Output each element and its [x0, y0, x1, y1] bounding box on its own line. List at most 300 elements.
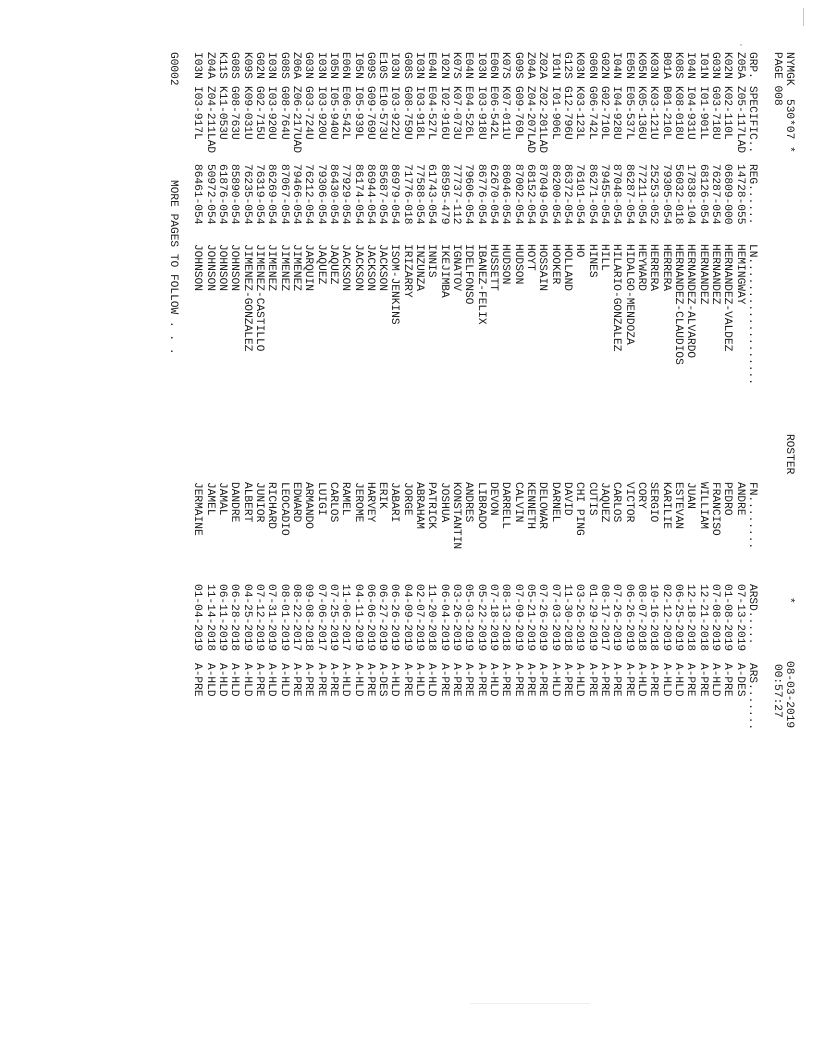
row-grp: K07S: [450, 52, 463, 79]
row-ars: A-HLD: [573, 663, 586, 697]
row-ars: A-PRE: [536, 663, 549, 697]
row-reg: 86287-054: [622, 164, 635, 225]
row-reg: 79305-054: [659, 164, 672, 225]
row-last-name: HERNANDEZ-VALDEZ: [721, 244, 734, 352]
table-row: [314, 52, 326, 1056]
row-specific: I01-901L: [696, 86, 709, 140]
table-row: [721, 52, 733, 1056]
row-arsd: 07-25-2019: [326, 584, 339, 652]
row-first-name: JAMEL: [203, 482, 216, 516]
row-last-name: JIMENEZ-GONZALEZ: [240, 244, 253, 352]
row-grp: E10S: [376, 52, 389, 79]
row-first-name: CARLOS: [610, 482, 623, 523]
row-arsd: 07-31-2019: [265, 584, 278, 652]
row-grp: G12S: [561, 52, 574, 79]
row-last-name: HERNANDEZ-CLAUDIOS: [672, 244, 685, 365]
row-reg: 77929-054: [339, 164, 352, 225]
row-ars: A-PRE: [585, 663, 598, 697]
row-grp: Z05A: [733, 52, 746, 79]
row-first-name: LUIGI: [314, 482, 327, 516]
row-ars: A-HLD: [413, 663, 426, 697]
row-arsd: 03-26-2019: [573, 584, 586, 652]
row-ars: A-PRE: [462, 663, 475, 697]
row-arsd: 05-22-2019: [474, 584, 487, 652]
row-last-name: JOHNSON: [228, 244, 241, 291]
table-row: [413, 52, 425, 1056]
row-arsd: 11-30-2018: [561, 584, 574, 652]
row-arsd: 04-25-2019: [240, 584, 253, 652]
row-first-name: ANDRES: [462, 482, 475, 523]
table-row: [351, 52, 363, 1056]
row-last-name: INZUNZA: [413, 244, 426, 291]
row-first-name: ANDRE: [733, 482, 746, 516]
row-last-name: JIMENEZ-CASTILLO: [252, 244, 265, 352]
row-grp: G03N: [302, 52, 315, 79]
row-last-name: JIMENEZ: [265, 244, 278, 291]
row-arsd: 07-18-2019: [487, 584, 500, 652]
row-ars: A-PRE: [499, 663, 512, 697]
table-row: [536, 52, 548, 1056]
row-first-name: JUAN: [684, 482, 697, 509]
row-specific: I04-928U: [610, 86, 623, 140]
roster-rows: [191, 52, 746, 1056]
row-ars: A-PRE: [721, 663, 734, 697]
row-ars: A-PRE: [696, 663, 709, 697]
row-arsd: 12-21-2018: [696, 584, 709, 652]
row-arsd: 01-29-2019: [585, 584, 598, 652]
row-specific: K07-011U: [499, 86, 512, 140]
row-last-name: HERNANDEZ-ALVARDO: [684, 244, 697, 359]
row-ars: A-PRE: [610, 663, 623, 697]
row-last-name: HOYT: [524, 244, 537, 271]
row-first-name: CORY: [635, 482, 648, 509]
row-grp: G09S: [511, 52, 524, 79]
row-grp: E06N: [339, 52, 352, 79]
row-first-name: SERGIO: [647, 482, 660, 523]
row-reg: 86944-054: [363, 164, 376, 225]
row-last-name: HOOKER: [548, 244, 561, 285]
row-ars: A-PRE: [684, 663, 697, 697]
row-specific: I05-939L: [351, 86, 364, 140]
table-row: [622, 52, 634, 1056]
row-last-name: IRIZARRY: [400, 244, 413, 298]
row-reg: 85687-054: [376, 164, 389, 225]
row-arsd: 11-14-2018: [203, 584, 216, 652]
row-grp: I05N: [351, 52, 364, 79]
table-row: [191, 52, 203, 1056]
row-ars: A-PRE: [437, 663, 450, 697]
row-reg: 87049-054: [536, 164, 549, 225]
row-specific: G06-742L: [585, 86, 598, 140]
row-arsd: 07-26-2019: [610, 584, 623, 652]
row-first-name: ABRAHAM: [413, 482, 426, 529]
row-specific: E10-573U: [376, 86, 389, 140]
row-last-name: HILARIO-GONZALEZ: [610, 244, 623, 352]
row-specific: I03-920U: [314, 86, 327, 140]
row-reg: 79606-054: [462, 164, 475, 225]
table-row: [696, 52, 708, 1056]
row-ars: A-PRE: [363, 663, 376, 697]
row-first-name: FRANCISO: [709, 482, 722, 536]
row-specific: K03-121U: [647, 86, 660, 140]
row-grp: I03N: [191, 52, 204, 79]
table-row: [561, 52, 573, 1056]
row-arsd: 08-07-2018: [635, 584, 648, 652]
row-ars: A-PRE: [511, 663, 524, 697]
header-star: *: [783, 597, 795, 604]
row-grp: K09S: [240, 52, 253, 79]
row-specific: G03-724U: [302, 86, 315, 140]
row-arsd: 08-01-2019: [277, 584, 290, 652]
table-row: [524, 52, 536, 1056]
row-last-name: HERRERA: [647, 244, 660, 291]
row-first-name: RAMEL: [339, 482, 352, 516]
row-first-name: ESTEVAN: [672, 482, 685, 529]
row-first-name: ARMANDO: [302, 482, 315, 529]
table-row: [450, 52, 462, 1056]
row-specific: G09-769U: [363, 86, 376, 140]
row-reg: 86461-054: [191, 164, 204, 225]
row-last-name: INNIS: [425, 244, 438, 278]
table-row: [647, 52, 659, 1056]
row-arsd: 01-04-2019: [191, 584, 204, 652]
row-ars: A-HLD: [215, 663, 228, 697]
table-row: [290, 52, 302, 1056]
row-specific: I03-917L: [191, 86, 204, 140]
table-row: [733, 52, 745, 1056]
row-grp: K03N: [573, 52, 586, 79]
row-ars: A-HLD: [339, 663, 352, 697]
row-specific: E04-526L: [462, 86, 475, 140]
row-ars: A-PRE: [326, 663, 339, 697]
row-reg: 56032-018: [672, 164, 685, 225]
row-grp: G09S: [363, 52, 376, 79]
table-row: [228, 52, 240, 1056]
row-ars: A-PRE: [191, 663, 204, 697]
table-row: [401, 52, 413, 1056]
table-row: [339, 52, 351, 1056]
row-first-name: ALBERT: [240, 482, 253, 523]
roster-printout: [55, 52, 795, 1056]
row-arsd: 06-25-2019: [672, 584, 685, 652]
row-last-name: HILL: [598, 244, 611, 271]
row-specific: Z02-201LAD: [536, 86, 549, 154]
row-arsd: 07-08-2019: [709, 584, 722, 652]
row-specific: G02-710L: [598, 86, 611, 140]
row-grp: I03N: [413, 52, 426, 79]
row-ars: A-PRE: [598, 663, 611, 697]
row-grp: E05N: [622, 52, 635, 79]
row-ars: A-PRE: [647, 663, 660, 697]
row-arsd: 11-06-2017: [339, 584, 352, 652]
row-specific: Z04-207LAD: [524, 86, 537, 154]
row-specific: K09-031U: [240, 86, 253, 140]
row-arsd: 07-03-2019: [548, 584, 561, 652]
table-row: [364, 52, 376, 1056]
row-specific: I03-918U: [474, 86, 487, 140]
row-arsd: 03-26-2019: [450, 584, 463, 652]
row-arsd: 07-09-2019: [511, 584, 524, 652]
row-grp: G02N: [252, 52, 265, 79]
row-grp: E04N: [425, 52, 438, 79]
row-ars: A-PRE: [622, 663, 635, 697]
table-row: [388, 52, 400, 1056]
table-row: [684, 52, 696, 1056]
footer-code: G0002: [166, 52, 179, 86]
table-row: [487, 52, 499, 1056]
row-specific: E04-527L: [425, 86, 438, 140]
row-grp: Z04A: [203, 52, 216, 79]
row-grp: I01N: [548, 52, 561, 79]
row-reg: 68126-054: [696, 164, 709, 225]
table-row: [610, 52, 622, 1056]
row-last-name: JACKSON: [376, 244, 389, 291]
row-last-name: HERNANDEZ: [709, 244, 722, 305]
system-id: NYMGK 530*07 *: [783, 52, 795, 153]
row-arsd: 04-09-2019: [400, 584, 413, 652]
row-last-name: JOHNSON: [203, 244, 216, 291]
report-date: 08-03-2019: [783, 661, 795, 729]
row-reg: 62670-054: [487, 164, 500, 225]
row-grp: K05N: [635, 52, 648, 79]
row-arsd: 05-03-2019: [462, 584, 475, 652]
row-arsd: 01-08-2019: [721, 584, 734, 652]
row-specific: I05-940U: [326, 86, 339, 140]
row-grp: E06N: [487, 52, 500, 79]
row-last-name: IBANEZ-FELIX: [474, 244, 487, 325]
table-row: [573, 52, 585, 1056]
table-row: [240, 52, 252, 1056]
row-arsd: 02-07-2019: [413, 584, 426, 652]
row-arsd: 06-11-2019: [215, 584, 228, 652]
row-last-name: JACKSON: [363, 244, 376, 291]
row-specific: G02-715U: [252, 86, 265, 140]
row-reg: 14728-055: [733, 164, 746, 225]
table-row: [462, 52, 474, 1056]
row-reg: 76235-054: [240, 164, 253, 225]
row-first-name: DAVID: [561, 482, 574, 516]
table-row: [585, 52, 597, 1056]
row-reg: 86174-054: [351, 164, 364, 225]
footer-line: [166, 52, 178, 1056]
scan-speck: [740, 44, 742, 46]
row-first-name: PEDRO: [721, 482, 734, 516]
row-grp: I05N: [326, 52, 339, 79]
row-last-name: JARQUIN: [302, 244, 315, 291]
header-line-2: [770, 52, 782, 1056]
row-reg: 86979-054: [388, 164, 401, 225]
row-grp: I03N: [388, 52, 401, 79]
row-first-name: KENNETH: [524, 482, 537, 529]
row-grp: I02N: [437, 52, 450, 79]
table-row: [425, 52, 437, 1056]
row-arsd: 07-12-2019: [252, 584, 265, 652]
row-ars: A-PRE: [524, 663, 537, 697]
row-first-name: CUTIS: [585, 482, 598, 516]
row-specific: E06-542L: [339, 86, 352, 140]
row-specific: E06-542L: [487, 86, 500, 140]
row-reg: 79306-054: [314, 164, 327, 225]
row-first-name: JERMAINE: [191, 482, 204, 536]
row-arsd: 07-13-2019: [733, 584, 746, 652]
row-specific: I03-918L: [413, 86, 426, 140]
row-first-name: DARRELL: [499, 482, 512, 529]
row-grp: K03N: [647, 52, 660, 79]
row-specific: G08-763U: [228, 86, 241, 140]
row-reg: 68152-054: [524, 164, 537, 225]
row-grp: G08S: [228, 52, 241, 79]
row-ars: A-HLD: [351, 663, 364, 697]
row-last-name: JOHNSON: [191, 244, 204, 291]
row-last-name: JACKSON: [351, 244, 364, 291]
row-grp: Z04A: [524, 52, 537, 79]
row-last-name: HEMINGWAY: [733, 244, 746, 305]
row-reg: 86269-054: [265, 164, 278, 225]
row-grp: G06N: [585, 52, 598, 79]
row-ars: A-PRE: [561, 663, 574, 697]
row-last-name: ISOM-JENKINS: [388, 244, 401, 325]
row-first-name: DANDRE: [228, 482, 241, 523]
row-arsd: 06-28-2018: [228, 584, 241, 652]
row-last-name: JOHNSON: [215, 244, 228, 291]
row-specific: I01-906L: [548, 86, 561, 140]
row-specific: K02-110L: [721, 86, 734, 140]
row-grp: G08S: [400, 52, 413, 79]
row-arsd: 06-26-2019: [388, 584, 401, 652]
row-ars: A-PRE: [314, 663, 327, 697]
row-reg: 79466-054: [289, 164, 302, 225]
row-arsd: 02-12-2019: [659, 584, 672, 652]
row-ars: A-HLD: [672, 663, 685, 697]
row-ars: A-HLD: [240, 663, 253, 697]
row-first-name: JAQUEZ: [598, 482, 611, 523]
table-row: [253, 52, 265, 1056]
row-ars: A-DES: [376, 663, 389, 697]
row-first-name: WILLIAM: [696, 482, 709, 529]
row-first-name: JOSHUA: [437, 482, 450, 523]
row-first-name: DELOWAR: [536, 482, 549, 529]
row-reg: 87048-054: [610, 164, 623, 225]
row-grp: K11S: [215, 52, 228, 79]
row-ars: A-HLD: [548, 663, 561, 697]
table-row: [216, 52, 228, 1056]
row-grp: I01N: [696, 52, 709, 79]
table-row: [511, 52, 523, 1056]
row-first-name: JABARI: [388, 482, 401, 523]
row-specific: K11-053U: [215, 86, 228, 140]
row-reg: 79455-054: [598, 164, 611, 225]
row-reg: 76212-054: [302, 164, 315, 225]
table-row: [474, 52, 486, 1056]
row-grp: K08S: [672, 52, 685, 79]
row-specific: I03-920U: [265, 86, 278, 140]
row-last-name: JACKSON: [339, 244, 352, 291]
col-header-arsd: ARSD.....: [746, 584, 759, 645]
header-line-1: [783, 52, 795, 1056]
row-specific: Z04-211LAD: [203, 86, 216, 154]
row-last-name: JIMENEZ: [277, 244, 290, 291]
row-last-name: IGNATOV: [450, 244, 463, 291]
row-specific: G03-718U: [709, 86, 722, 140]
row-ars: A-DES: [733, 663, 746, 697]
row-ars: A-PRE: [289, 663, 302, 697]
row-arsd: 08-17-2017: [598, 584, 611, 652]
row-last-name: HUDSON: [499, 244, 512, 285]
row-arsd: 04-11-2019: [351, 584, 364, 652]
row-first-name: DARNEL: [548, 482, 561, 523]
row-last-name: JAQUEZ: [326, 244, 339, 285]
row-ars: A-HLD: [277, 663, 290, 697]
row-ars: A-HLD: [388, 663, 401, 697]
table-row: [302, 52, 314, 1056]
row-grp: B01A: [659, 52, 672, 79]
page-number: PAGE 008: [770, 52, 783, 106]
row-specific: G09-769L: [511, 86, 524, 140]
row-reg: 06809-000: [721, 164, 734, 225]
row-specific: I02-916U: [437, 86, 450, 140]
scan-edge-mark: [803, 8, 804, 26]
row-first-name: PATRICK: [425, 482, 438, 529]
row-reg: 76101-054: [573, 164, 586, 225]
row-grp: E04N: [462, 52, 475, 79]
row-grp: G02N: [598, 52, 611, 79]
row-last-name: HERNANDEZ: [696, 244, 709, 305]
row-first-name: KARILIE: [659, 482, 672, 529]
col-header-ln: LN...................: [746, 244, 759, 385]
table-row: [203, 52, 215, 1056]
table-row: [598, 52, 610, 1056]
row-specific: K07-073U: [450, 86, 463, 140]
row-reg: 86776-054: [474, 164, 487, 225]
row-specific: K08-018U: [672, 86, 685, 140]
row-reg: 85890-054: [228, 164, 241, 225]
row-first-name: HARVEY: [363, 482, 376, 523]
row-first-name: DEVON: [487, 482, 500, 516]
row-reg: 87002-054: [511, 164, 524, 225]
row-reg: 87067-054: [277, 164, 290, 225]
report-time: 00:57:27: [770, 664, 783, 718]
row-reg: 77211-054: [635, 164, 648, 225]
row-ars: A-HLD: [635, 663, 648, 697]
row-reg: 71776-018: [400, 164, 413, 225]
row-grp: G08S: [277, 52, 290, 79]
row-first-name: KONSTANTIN: [450, 482, 463, 550]
table-row: [265, 52, 277, 1056]
row-grp: I03N: [474, 52, 487, 79]
row-arsd: 09-08-2018: [302, 584, 315, 652]
row-specific: G12-796U: [561, 86, 574, 140]
row-reg: 25253-052: [647, 164, 660, 225]
row-arsd: 07-06-2017: [314, 584, 327, 652]
row-reg: 86046-054: [499, 164, 512, 225]
row-specific: Z06-217UAD: [289, 86, 302, 154]
row-first-name: CHI PING: [573, 482, 586, 536]
row-reg: 86200-054: [548, 164, 561, 225]
row-last-name: HIDALGO-MENDOZA: [622, 244, 635, 345]
col-header-fn: FN........: [746, 482, 759, 550]
row-specific: I04-931U: [684, 86, 697, 140]
row-arsd: 06-27-2019: [376, 584, 389, 652]
row-specific: B01-210L: [659, 86, 672, 140]
row-arsd: 08-13-2018: [499, 584, 512, 652]
row-last-name: HUSSETT: [487, 244, 500, 291]
row-arsd: 06-06-2019: [363, 584, 376, 652]
table-row: [499, 52, 511, 1056]
row-arsd: 08-22-2017: [289, 584, 302, 652]
row-reg: 50972-054: [203, 164, 216, 225]
table-row: [437, 52, 449, 1056]
row-last-name: HOLLAND: [561, 244, 574, 291]
